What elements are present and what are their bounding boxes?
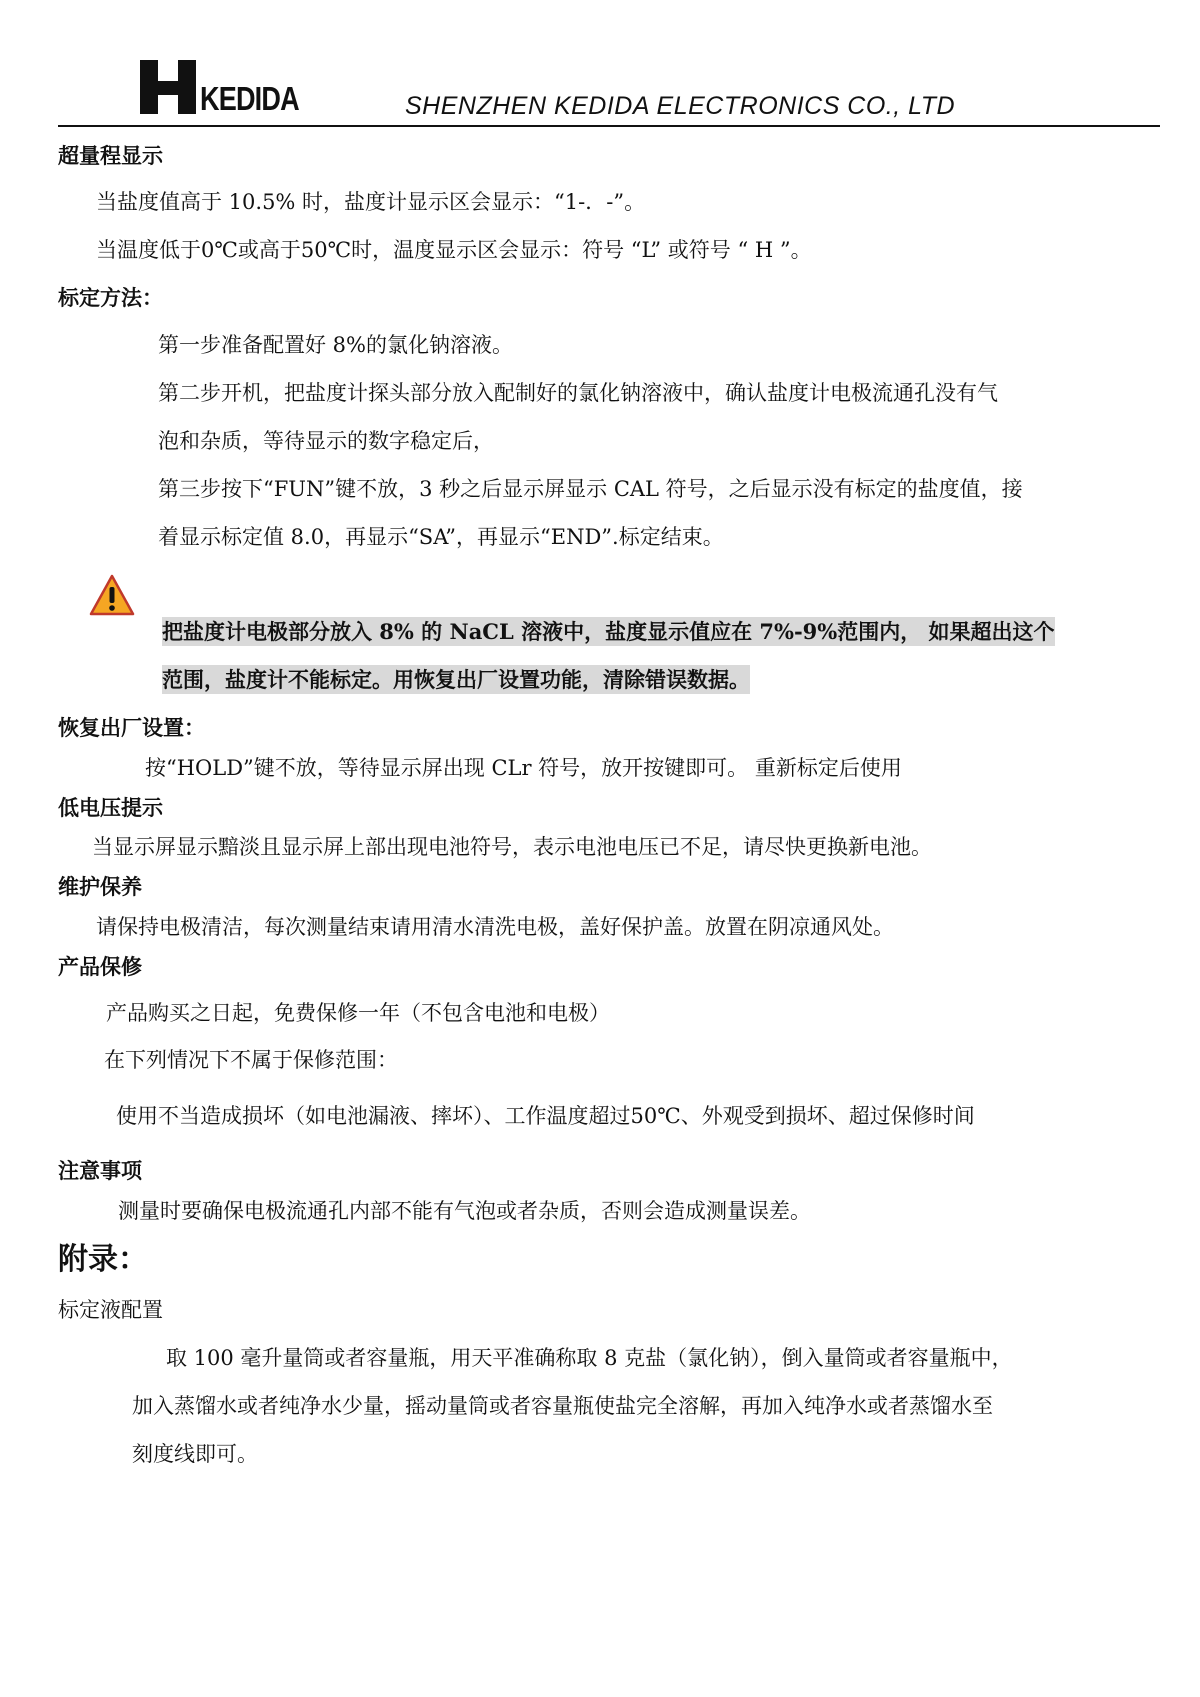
calibration-step: 泡和杂质，等待显示的数字稳定后，: [158, 429, 494, 453]
calibration-step: 第三步按下“FUN”键不放，3 秒之后显示屏显示 CAL 符号，之后显示没有标定的盐度值，接: [158, 477, 1023, 501]
warning-line: [162, 664, 750, 694]
appendix-line: 刻度线即可。: [132, 1442, 258, 1466]
section-title-over-range: 超量程显示: [58, 144, 163, 168]
factory-reset-text: 按“HOLD”键不放，等待显示屏出现 CLr 符号，放开按键即可。 重新标定后使用: [145, 756, 902, 780]
kedida-logo-icon: [140, 60, 196, 114]
calibration-step: 第一步准备配置好 8%的氯化钠溶液。: [158, 333, 513, 357]
calibration-step: 着显示标定值 8.0，再显示“SA”，再显示“END”.标定结束。: [158, 525, 724, 549]
section-title-factory-reset: 恢复出厂设置：: [58, 716, 205, 740]
warranty-line: 使用不当造成损坏（如电池漏液、摔坏）、工作温度超过50℃、外观受到损坏、超过保修时间: [116, 1104, 975, 1128]
warranty-line: 产品购买之日起，免费保修一年（不包含电池和电极）: [106, 1001, 610, 1025]
logo-wordmark: KEDIDA: [200, 80, 299, 117]
over-range-line: 当盐度值高于 10.5% 时，盐度计显示区会显示：“1-．-”。: [96, 190, 646, 214]
warranty-line: 在下列情况下不属于保修范围：: [104, 1048, 398, 1072]
section-title-notes: 注意事项: [58, 1159, 142, 1183]
warning-text: 把盐度计电极部分放入 8% 的 NaCL 溶液中，盐度显示值应在 7%-9%范围内， 如果超出这个: [162, 619, 1055, 644]
warning-icon: [88, 573, 136, 617]
calibration-step: 第二步开机，把盐度计探头部分放入配制好的氯化钠溶液中，确认盐度计电极流通孔没有气: [158, 381, 998, 405]
appendix-line: 加入蒸馏水或者纯净水少量，摇动量筒或者容量瓶使盐完全溶解，再加入纯净水或者蒸馏水至: [132, 1394, 993, 1418]
appendix-title: 附录：: [58, 1242, 148, 1277]
over-range-line: 当温度低于0℃或高于50℃时，温度显示区会显示：符号 “L” 或符号 “ H ”。: [96, 238, 812, 262]
section-title-warranty: 产品保修: [58, 955, 142, 979]
appendix-subtitle: 标定液配置: [58, 1298, 163, 1322]
appendix-line: 取 100 毫升量筒或者容量瓶，用天平准确称取 8 克盐（氯化钠），倒入量筒或者容量瓶中，: [166, 1346, 1013, 1370]
section-title-low-voltage: 低电压提示: [58, 796, 163, 820]
warning-text: 范围，盐度计不能标定。用恢复出厂设置功能，清除错误数据。: [162, 667, 750, 692]
notes-text: 测量时要确保电极流通孔内部不能有气泡或者杂质，否则会造成测量误差。: [118, 1199, 811, 1223]
warning-line: [162, 616, 1055, 646]
section-title-calibration: 标定方法：: [58, 286, 163, 310]
company-name: SHENZHEN KEDIDA ELECTRONICS CO., LTD: [405, 92, 956, 120]
maintenance-text: 请保持电极清洁，每次测量结束请用清水清洗电极，盖好保护盖。放置在阴凉通风处。: [96, 915, 894, 939]
section-title-maintenance: 维护保养: [58, 875, 142, 899]
low-voltage-text: 当显示屏显示黯淡且显示屏上部出现电池符号，表示电池电压已不足，请尽快更换新电池。: [92, 835, 932, 859]
header-divider: [58, 125, 1160, 127]
